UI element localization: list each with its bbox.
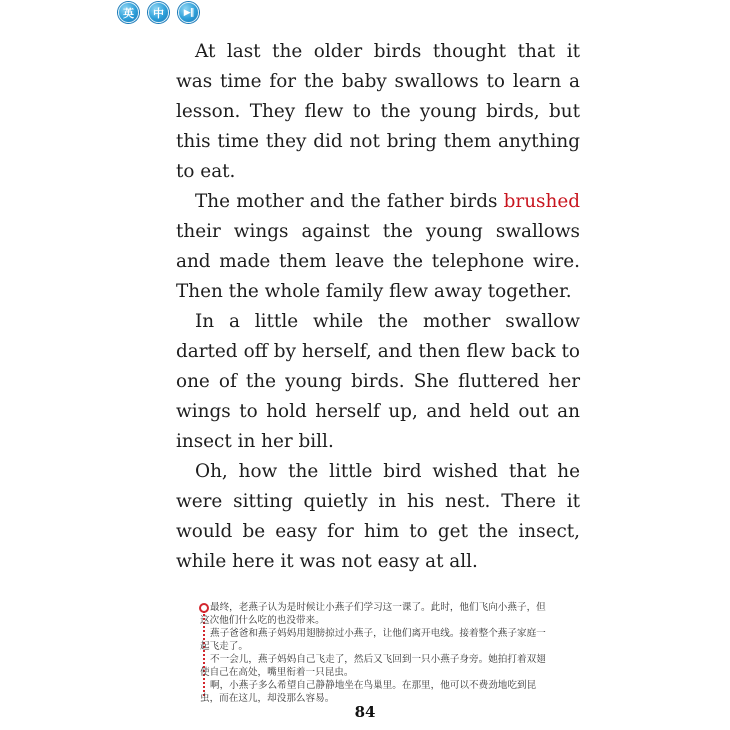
- translation-paragraph-2: 燕子爸爸和燕子妈妈用翅膀掠过小燕子，让他们离开电线。接着整个燕子家庭一起飞走了。: [200, 628, 546, 652]
- play-pause-button[interactable]: [178, 2, 199, 23]
- story-paragraph-2-end: their wings against the young swallows and made them leave the telephone wire. Then the whole family flew away together.: [176, 221, 580, 302]
- page-number: 84: [354, 703, 376, 721]
- story-paragraph-4: Oh, how the little bird wished that he were sitting quietly in his nest. There it would be easy for him to get the insect, while here it was not easy at all.: [176, 461, 580, 572]
- story-paragraph-3: In a little while the mother swallow darted off by herself, and then flew back to one of the young birds. She fluttered her wings to hold herself up, and held out an insect in her bill.: [176, 311, 580, 452]
- translation-paragraph-4: 啊，小燕子多么希望自己静静地坐在鸟巢里。在那里，他可以不费劲地吃到昆虫，而在这儿，却没那么容易。: [200, 680, 537, 704]
- chinese-audio-button[interactable]: [148, 2, 169, 23]
- audio-toolbar: [118, 2, 199, 23]
- english-audio-button[interactable]: [118, 2, 139, 23]
- story-paragraph-2: [176, 187, 580, 307]
- play-pause-icon: ▶‖: [183, 7, 194, 18]
- story-paragraph-2-start: The mother and the father birds: [195, 191, 504, 212]
- vocabulary-word[interactable]: brushed: [503, 191, 580, 212]
- story-text: [176, 37, 580, 577]
- story-paragraph-1: At last the older birds thought that it was time for the baby swallows to learn a lesson. They flew to the young birds, but this time they did not bring them anything to eat.: [176, 41, 580, 182]
- chinese-icon: 中: [153, 6, 164, 20]
- translation-paragraph-3: 不一会儿，燕子妈妈自己飞走了，然后又飞回到一只小燕子身旁。她拍打着双翅使自己在高处，嘴里衔着一只昆虫。: [200, 654, 546, 678]
- english-icon: 英: [123, 6, 134, 20]
- translation-paragraph-1: 最终，老燕子认为是时候让小燕子们学习这一课了。此时，他们飞向小燕子，但这次他们什么吃的也没带来。: [200, 602, 546, 626]
- chinese-translation: [200, 601, 552, 705]
